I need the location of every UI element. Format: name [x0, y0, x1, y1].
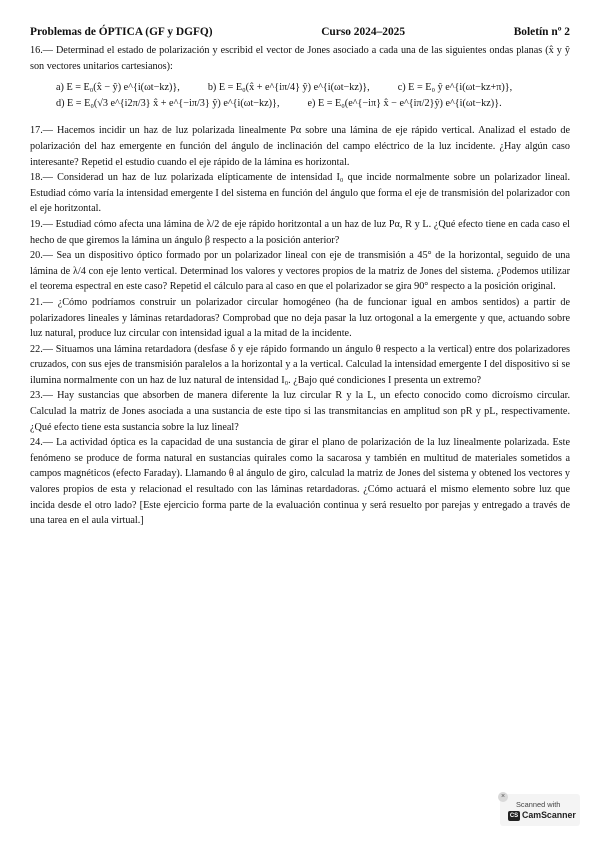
- camscanner-logo-icon: CS: [509, 813, 519, 819]
- problem-23: 23.— Hay sustancias que absorben de manera diferente la luz circular R y la L, un efecto conocido como dicroísmo circular. Calculad la matriz de Jones asociada a una sustancia de este tipo si las transmitancias en amplitud son pR y pL, respectivamente. ¿Qué efecto tiene esta sustancia sobre la luz lineal?: [30, 390, 570, 433]
- camscanner-text: CamScanner: [522, 810, 576, 820]
- equation-d: d) E = E₀(√3 e^{i2π/3} x̂ + e^{−iπ/3} ŷ) e^{i(ωt−kz)},: [56, 97, 280, 109]
- problem-16-equations: [56, 80, 570, 111]
- course-title: Problemas de ÓPTICA (GF y DGFQ): [30, 26, 213, 38]
- camscanner-badge: [500, 794, 580, 826]
- problem-18: 18.— Considerad un haz de luz polarizada elípticamente de intensidad I₀ que incide normalmente sobre un polarizador lineal. Estudiad cómo varía la intensidad emergente I del sistema en función del ángulo que forma el eje de transmisión del polarizador con el eje horitzontal.: [30, 172, 570, 215]
- problem-19: 19.— Estudiad cómo afecta una lámina de λ/2 de eje rápido horitzontal a un haz de luz Pα, R y L. ¿Qué efecto tiene en cada caso el hecho de que giremos la lámina un ángulo β respecto a la posición anterior?: [30, 218, 570, 246]
- scanned-with-text: Scanned with: [516, 800, 561, 809]
- problem-20: 20.— Sea un dispositivo óptico formado por un polarizador lineal con eje de transmisión a 45° de la horizontal, seguido de una lámina de λ/4 con eje lento vertical. Determinad los valores y vectores propios de la matriz de Jones del sistema. ¿Podemos utilizar el teorema espectral en este caso? Repetid el cálculo para al caso en que el polarizador se gira 90° respecto a la posición original.: [30, 250, 570, 293]
- bulletin-number: Boletín nº 2: [513, 26, 570, 38]
- problem-17: 17.— Hacemos incidir un haz de luz polarizada linealmente Pα sobre una lámina de eje rápido vertical. Analizad el estado de polarización del haz emergente en función del ángulo de inclinación del campo eléctrico de la luz incidente. ¿Hay algún caso interesante? Repetid el estudio cuando el eje rápido de la lámina es horizontal.: [30, 125, 570, 168]
- close-icon[interactable]: ×: [498, 792, 508, 802]
- problem-21: 21.— ¿Cómo podríamos construir un polarizador circular homogéneo (ha de funcionar igual en ambos sentidos) a partir de polarizadores lineales y láminas retardadoras? Comprobad que no deja pasar la luz ortogonal a la emergente y que, actuando sobre luz natural, produce luz circular con intensidad igual a la mitad de la incidente.: [30, 296, 570, 340]
- equation-b: b) E = E₀(x̂ + e^{iπ/4} ŷ) e^{i(ωt−kz)},: [207, 82, 370, 94]
- problem-22: 22.— Situamos una lámina retardadora (desfase δ y eje rápido formando un ángulo θ respecto a la vertical) entre dos polarizadores cruzados, con sus ejes de transmisión paralelos a la horizontal y a la vertical. Calculad la intensidad emergente I del dispositivo si se ilumina normalmente con un haz de luz natural de intensidad I₀. ¿Bajo qué condiciones I presenta un extremo?: [30, 343, 570, 386]
- equation-e: e) E = E₀(e^{−iπ} x̂ − e^{iπ/2}ŷ) e^{i(ωt−kz)}.: [307, 97, 502, 109]
- equation-a: a) E = E₀(x̂ − ŷ) e^{i(ωt−kz)},: [56, 82, 180, 94]
- problem-16-intro: 16.— Determinad el estado de polarización y escribid el vector de Jones asociado a cada una de las siguientes ondas planas (x̂ y ŷ son vectores unitarios cartesianos):: [30, 45, 570, 72]
- problem-24: 24.— La actividad óptica es la capacidad de una sustancia de girar el plano de polarización de la luz linealmente polarizada. Este fenómeno se produce de forma natural en sustancias quirales como la sacarosa y también en multitud de materiales sometidos a campos magnéticos (efecto Faraday). Llamando θ al ángulo de giro, calculad la matriz de Jones del sistema y obtened los vectores y valores propios de esta y relacionad el resultado con las láminas retardadoras. ¿Cómo actuará el mismo elemento sobre luz que incida desde el otro lado? [Este ejercicio forma parte de la evaluación continua y será resuelto por parejas y entregado a través de una tarea en el aula virtual.]: [30, 437, 570, 527]
- equation-c: c) E = E₀ ŷ e^{i(ωt−kz+π)},: [397, 82, 513, 94]
- page-header: [30, 26, 570, 38]
- academic-year: Curso 2024–2025: [321, 26, 406, 38]
- document-page: [30, 26, 570, 529]
